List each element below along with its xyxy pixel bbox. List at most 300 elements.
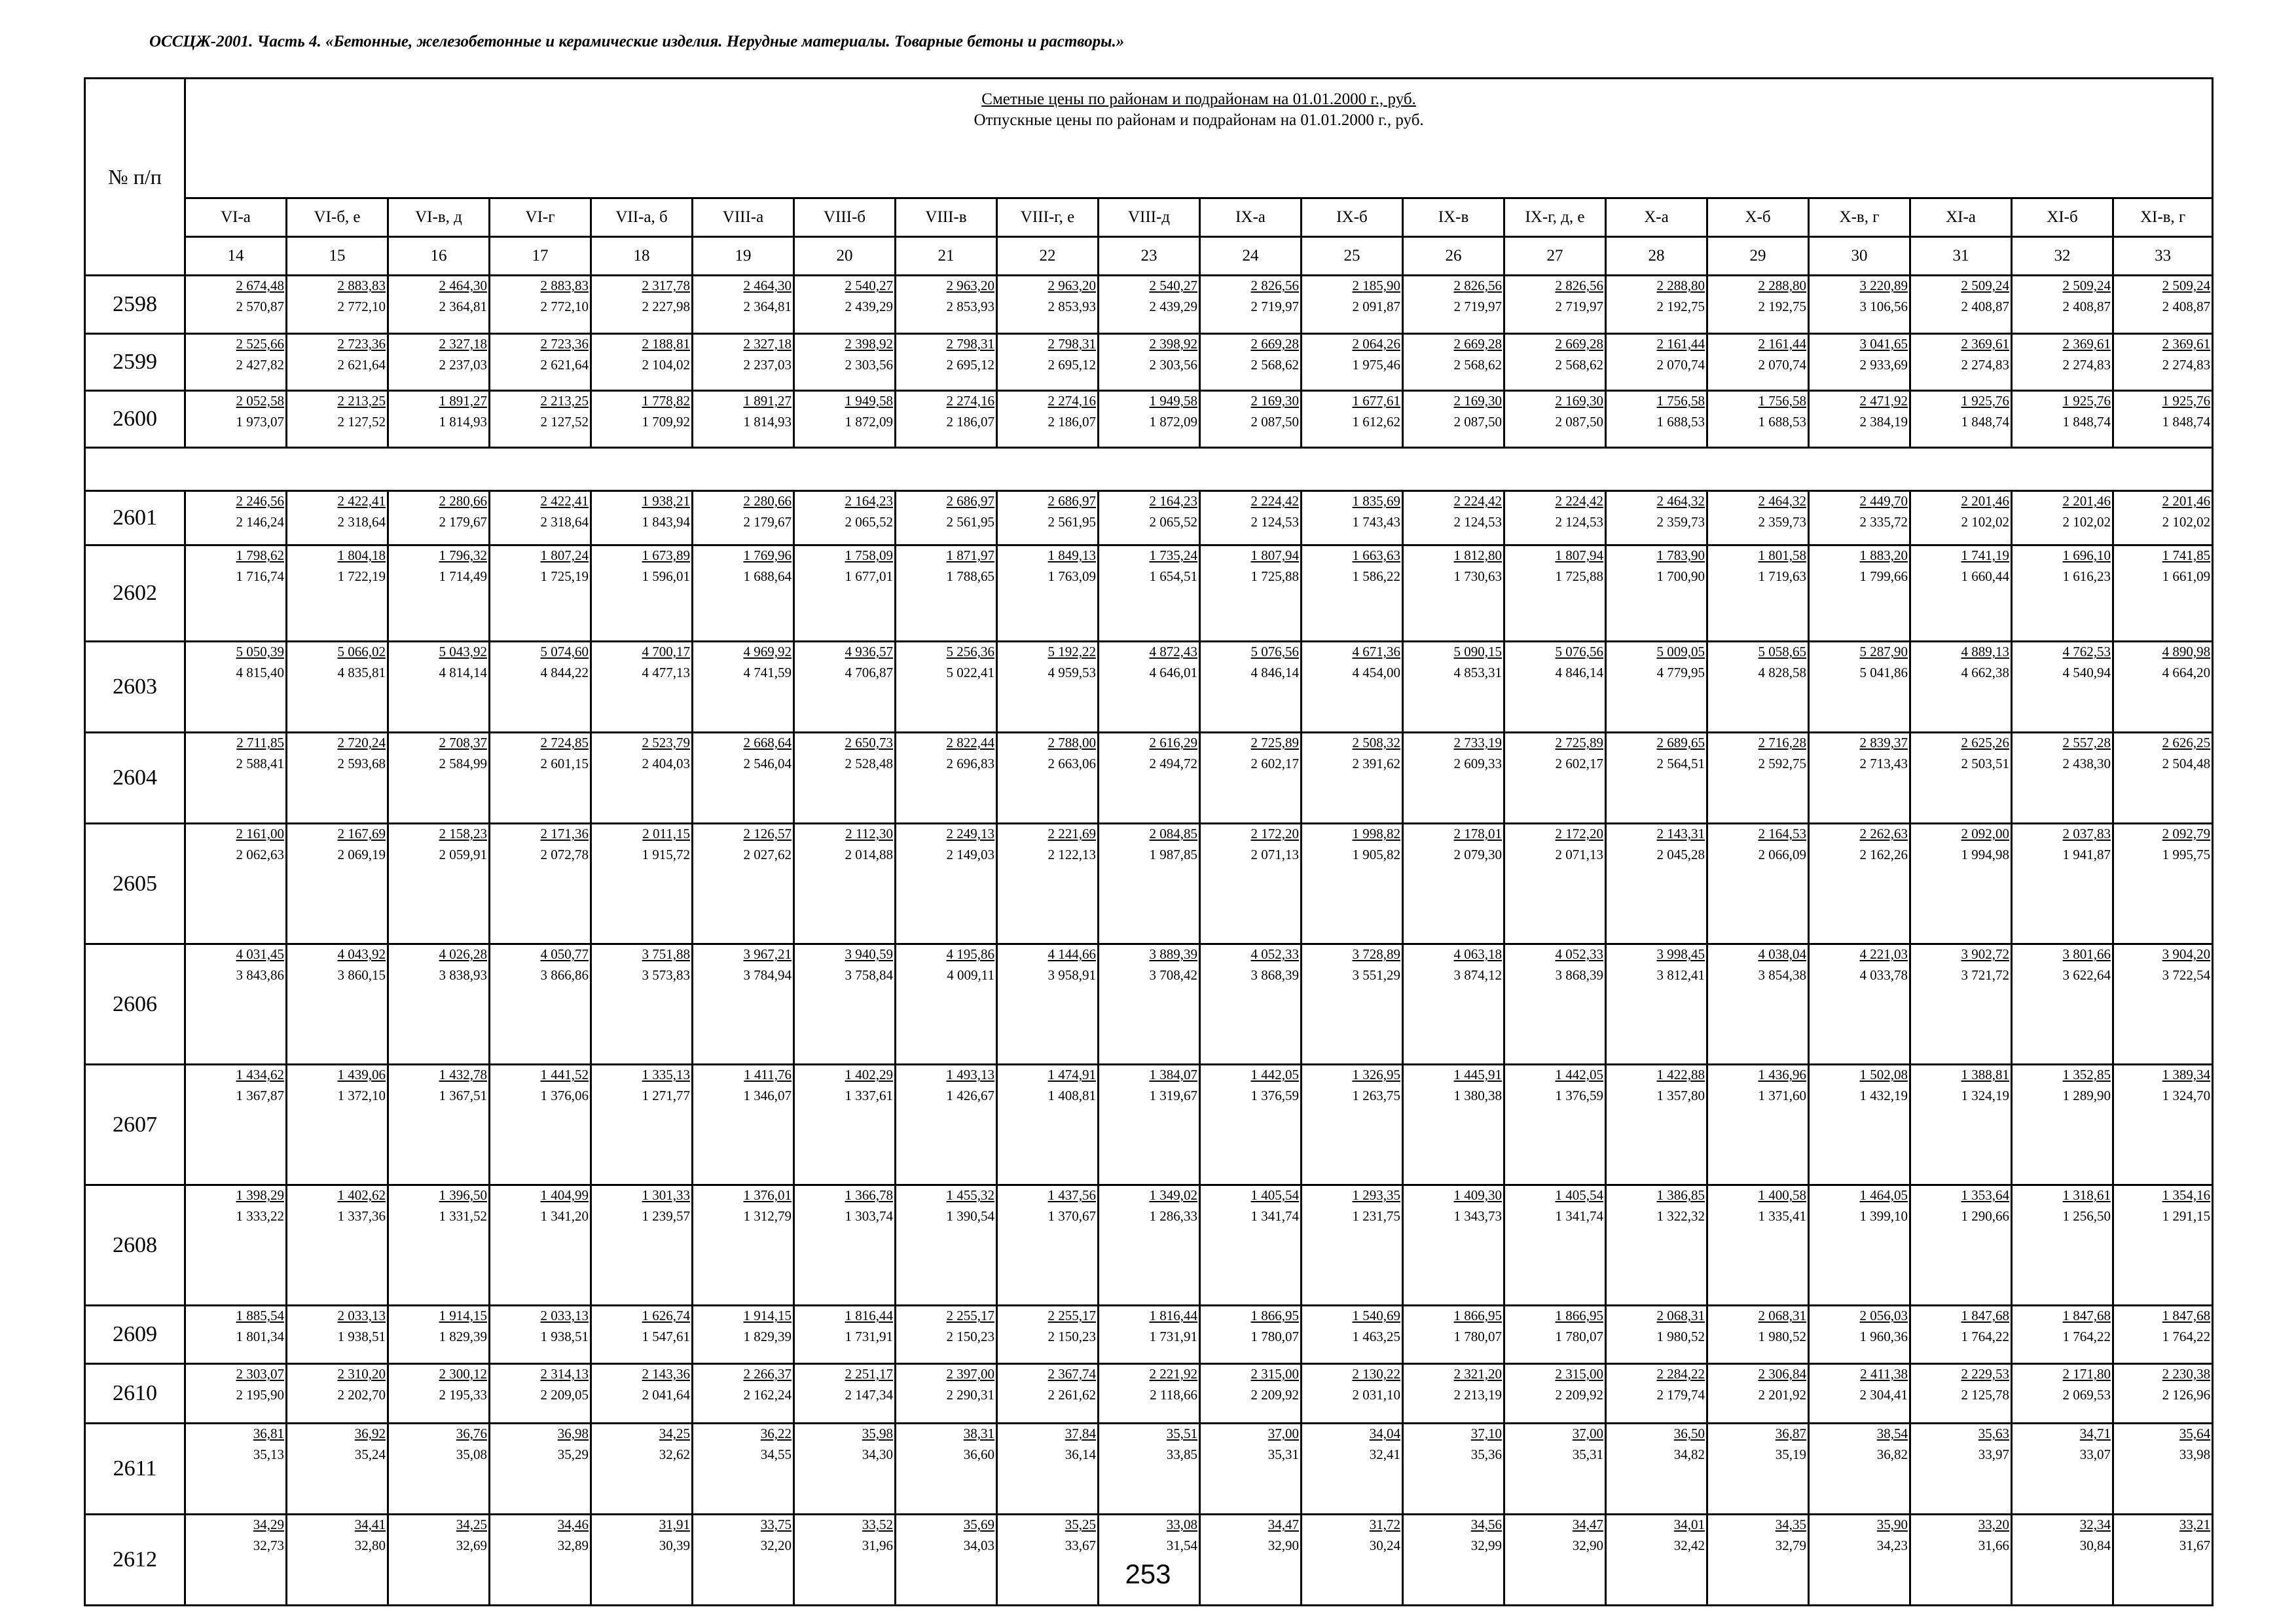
release-price: 1 995,75 — [2162, 847, 2211, 862]
estimated-price: 2 229,53 — [1961, 1366, 2009, 1382]
release-price: 2 079,30 — [1453, 847, 1502, 862]
release-price: 1 357,80 — [1656, 1088, 1705, 1103]
estimated-price: 2 422,41 — [540, 493, 589, 509]
estimated-price: 2 280,66 — [439, 493, 487, 509]
price-cell — [1504, 391, 1606, 448]
price-cell — [1099, 1065, 1200, 1185]
price-cell — [2113, 1424, 2213, 1515]
estimated-price: 5 066,02 — [337, 644, 386, 659]
price-cell — [1707, 491, 1809, 545]
release-price: 1 730,63 — [1453, 568, 1502, 584]
price-cell — [490, 1065, 591, 1185]
price-cell — [185, 1065, 287, 1185]
price-cell — [997, 491, 1099, 545]
estimated-price: 2 315,00 — [1250, 1366, 1299, 1382]
release-price: 35,36 — [1470, 1447, 1502, 1462]
release-price: 1 801,34 — [236, 1329, 284, 1344]
estimated-price: 5 074,60 — [540, 644, 589, 659]
estimated-price: 4 671,36 — [1352, 644, 1400, 659]
estimated-price: 4 026,28 — [439, 946, 487, 962]
estimated-price: 2 327,18 — [743, 336, 792, 352]
price-cell — [2012, 1424, 2113, 1515]
region-header: IX-в — [1403, 198, 1504, 237]
release-price: 3 758,84 — [845, 967, 893, 983]
price-cell — [693, 944, 794, 1065]
table-row — [85, 1185, 2213, 1306]
estimated-price: 2 464,30 — [439, 278, 487, 293]
release-price: 2 186,07 — [1048, 414, 1096, 430]
table-title — [185, 79, 2213, 198]
price-cell — [1707, 1424, 1809, 1515]
estimated-price: 5 009,05 — [1656, 644, 1705, 659]
release-price: 2 663,06 — [1048, 756, 1096, 771]
price-cell — [896, 733, 997, 824]
estimated-price: 1 925,76 — [2062, 393, 2111, 409]
estimated-price: 1 801,58 — [1758, 547, 1806, 563]
price-cell — [2012, 334, 2113, 391]
price-cell — [1606, 1065, 1707, 1185]
table-row — [85, 276, 2213, 334]
region-header: XI-а — [1910, 198, 2012, 237]
price-cell — [1606, 491, 1707, 545]
estimated-price: 3 998,45 — [1656, 946, 1705, 962]
estimated-price: 36,22 — [760, 1426, 792, 1441]
row-number: 2605 — [85, 824, 185, 944]
estimated-price: 2 158,23 — [439, 826, 487, 841]
price-cell — [1403, 642, 1504, 733]
estimated-price: 1 386,85 — [1656, 1187, 1705, 1203]
estimated-price: 4 031,45 — [236, 946, 284, 962]
estimated-price: 2 084,85 — [1149, 826, 1197, 841]
release-price: 2 227,98 — [642, 299, 690, 314]
release-price: 3 722,54 — [2162, 967, 2211, 983]
estimated-price: 2 315,00 — [1555, 1366, 1603, 1382]
price-cell — [1302, 1185, 1403, 1306]
release-price: 2 261,62 — [1048, 1387, 1096, 1403]
release-price: 1 814,93 — [439, 414, 487, 430]
release-price: 2 503,51 — [1961, 756, 2009, 771]
estimated-price: 1 441,52 — [540, 1067, 589, 1082]
price-cell — [1099, 391, 1200, 448]
estimated-price: 2 143,36 — [642, 1366, 690, 1382]
estimated-price: 2 171,80 — [2062, 1366, 2111, 1382]
estimated-price: 31,72 — [1369, 1517, 1400, 1532]
estimated-price: 34,47 — [1267, 1517, 1299, 1532]
estimated-price: 2 625,26 — [1961, 735, 2009, 750]
estimated-price: 1 411,76 — [744, 1067, 792, 1082]
release-price: 2 593,68 — [337, 756, 386, 771]
price-cell — [388, 1306, 490, 1364]
row-number: 2610 — [85, 1364, 185, 1424]
release-price: 2 713,43 — [1859, 756, 1908, 771]
release-price: 2 853,93 — [946, 299, 994, 314]
price-cell — [1504, 334, 1606, 391]
region-header: VI-в, д — [388, 198, 490, 237]
price-cell — [997, 642, 1099, 733]
estimated-price: 33,21 — [2179, 1517, 2211, 1532]
release-price: 4 779,95 — [1656, 665, 1705, 680]
release-price: 2 065,52 — [845, 514, 893, 530]
estimated-price: 1 349,02 — [1149, 1187, 1197, 1203]
release-price: 2 561,95 — [946, 514, 994, 530]
release-price: 2 127,52 — [540, 414, 589, 430]
price-cell — [388, 642, 490, 733]
estimated-price: 2 169,30 — [1555, 393, 1603, 409]
release-price: 2 695,12 — [946, 357, 994, 373]
estimated-price: 2 266,37 — [743, 1366, 792, 1382]
price-cell — [1200, 733, 1302, 824]
price-cell — [896, 824, 997, 944]
price-cell — [997, 1306, 1099, 1364]
table-row — [85, 391, 2213, 448]
release-price: 1 376,59 — [1555, 1088, 1603, 1103]
estimated-price: 2 224,42 — [1453, 493, 1502, 509]
release-price: 2 609,33 — [1453, 756, 1502, 771]
estimated-price: 1 756,58 — [1656, 393, 1705, 409]
price-cell — [1910, 391, 2012, 448]
release-price: 2 149,03 — [946, 847, 994, 862]
release-price: 1 319,67 — [1149, 1088, 1197, 1103]
release-price: 34,30 — [862, 1447, 893, 1462]
price-cell — [1403, 1185, 1504, 1306]
column-number: 20 — [794, 237, 896, 276]
column-number: 31 — [1910, 237, 2012, 276]
estimated-price: 1 925,76 — [1961, 393, 2009, 409]
release-price: 1 743,43 — [1352, 514, 1400, 530]
release-price: 31,96 — [862, 1538, 893, 1553]
estimated-price: 1 925,76 — [2162, 393, 2211, 409]
estimated-price: 2 033,13 — [337, 1308, 386, 1323]
price-cell — [1910, 733, 2012, 824]
release-price: 4 844,22 — [540, 665, 589, 680]
release-price: 2 427,82 — [236, 357, 284, 373]
release-price: 1 291,15 — [2162, 1208, 2211, 1224]
release-price: 35,31 — [1267, 1447, 1299, 1462]
price-cell — [1403, 1364, 1504, 1424]
release-price: 3 622,64 — [2062, 967, 2111, 983]
release-price: 2 391,62 — [1352, 756, 1400, 771]
release-price: 2 124,53 — [1453, 514, 1502, 530]
release-price: 3 784,94 — [743, 967, 792, 983]
release-price: 2 438,30 — [2062, 756, 2111, 771]
estimated-price: 2 509,24 — [1961, 278, 2009, 293]
release-price: 2 364,81 — [743, 299, 792, 314]
estimated-price: 35,64 — [2179, 1426, 2211, 1441]
estimated-price: 1 816,44 — [845, 1308, 893, 1323]
release-price: 2 087,50 — [1453, 414, 1502, 430]
release-price: 1 290,66 — [1961, 1208, 2009, 1224]
price-cell — [997, 276, 1099, 334]
release-price: 2 124,53 — [1250, 514, 1299, 530]
estimated-price: 34,25 — [659, 1426, 690, 1441]
price-cell — [185, 944, 287, 1065]
price-cell — [896, 1364, 997, 1424]
price-cell — [591, 642, 693, 733]
estimated-price: 1 816,44 — [1149, 1308, 1197, 1323]
release-price: 32,73 — [253, 1538, 284, 1553]
price-cell — [1099, 334, 1200, 391]
estimated-price: 32,34 — [2079, 1517, 2111, 1532]
release-price: 3 868,39 — [1555, 967, 1603, 983]
row-number: 2599 — [85, 334, 185, 391]
price-cell — [1200, 1424, 1302, 1515]
price-cell — [1504, 1185, 1606, 1306]
estimated-price: 4 063,18 — [1453, 946, 1502, 962]
release-price: 1 763,09 — [1048, 568, 1096, 584]
price-cell — [1707, 1306, 1809, 1364]
price-cell — [896, 391, 997, 448]
table-row — [85, 824, 2213, 944]
estimated-price: 2 686,97 — [946, 493, 994, 509]
price-cell — [1504, 944, 1606, 1065]
release-price: 1 973,07 — [236, 414, 284, 430]
estimated-price: 2 798,31 — [946, 336, 994, 352]
estimated-price: 35,63 — [1978, 1426, 2009, 1441]
price-cell — [1809, 1185, 1910, 1306]
estimated-price: 2 822,44 — [946, 735, 994, 750]
table-row — [85, 1424, 2213, 1515]
estimated-price: 33,20 — [1978, 1517, 2009, 1532]
release-price: 4 846,14 — [1555, 665, 1603, 680]
column-number: 15 — [287, 237, 388, 276]
price-cell — [997, 1364, 1099, 1424]
release-price: 3 812,41 — [1656, 967, 1705, 983]
release-price: 33,07 — [2079, 1447, 2111, 1462]
num-header: № п/п — [85, 79, 185, 276]
estimated-price: 1 318,61 — [2062, 1187, 2111, 1203]
estimated-price: 1 474,91 — [1048, 1067, 1096, 1082]
estimated-price: 1 891,27 — [743, 393, 792, 409]
price-cell — [1403, 824, 1504, 944]
estimated-price: 2 188,81 — [642, 336, 690, 352]
release-price: 2 146,24 — [236, 514, 284, 530]
release-price: 1 915,72 — [642, 847, 690, 862]
release-price: 4 646,01 — [1149, 665, 1197, 680]
region-header: X-б — [1707, 198, 1809, 237]
estimated-price: 2 164,23 — [1149, 493, 1197, 509]
estimated-price: 1 756,58 — [1758, 393, 1806, 409]
column-number: 30 — [1809, 237, 1910, 276]
price-cell — [2012, 276, 2113, 334]
release-price: 33,85 — [1166, 1447, 1197, 1462]
release-price: 1 312,79 — [743, 1208, 792, 1224]
release-price: 5 041,86 — [1859, 665, 1908, 680]
row-number: 2611 — [85, 1424, 185, 1515]
price-cell — [388, 1364, 490, 1424]
estimated-price: 2 164,53 — [1758, 826, 1806, 841]
estimated-price: 34,35 — [1775, 1517, 1806, 1532]
estimated-price: 1 914,15 — [439, 1308, 487, 1323]
price-cell — [287, 334, 388, 391]
price-cell — [997, 334, 1099, 391]
price-cell — [287, 1424, 388, 1515]
price-cell — [591, 1065, 693, 1185]
column-number: 21 — [896, 237, 997, 276]
estimated-price: 2 716,28 — [1758, 735, 1806, 750]
estimated-price: 1 769,96 — [743, 547, 792, 563]
price-cell — [2012, 1364, 2113, 1424]
estimated-price: 2 826,56 — [1250, 278, 1299, 293]
release-price: 32,20 — [760, 1538, 792, 1553]
price-cell — [997, 944, 1099, 1065]
column-number: 26 — [1403, 237, 1504, 276]
price-cell — [287, 824, 388, 944]
estimated-price: 3 801,66 — [2062, 946, 2111, 962]
price-cell — [1606, 334, 1707, 391]
estimated-price: 5 043,92 — [439, 644, 487, 659]
estimated-price: 34,46 — [557, 1517, 589, 1532]
release-price: 1 408,81 — [1048, 1088, 1096, 1103]
price-cell — [185, 824, 287, 944]
estimated-price: 2 274,16 — [1048, 393, 1096, 409]
release-price: 4 540,94 — [2062, 665, 2111, 680]
estimated-price: 34,56 — [1470, 1517, 1502, 1532]
estimated-price: 2 249,13 — [946, 826, 994, 841]
release-price: 2 303,56 — [1149, 357, 1197, 373]
estimated-price: 2 464,32 — [1758, 493, 1806, 509]
estimated-price: 4 889,13 — [1961, 644, 2009, 659]
release-price: 1 941,87 — [2062, 847, 2111, 862]
release-price: 2 150,23 — [1048, 1329, 1096, 1344]
table-row — [85, 1065, 2213, 1185]
release-price: 1 661,09 — [2162, 568, 2211, 584]
estimated-price: 2 963,20 — [946, 278, 994, 293]
estimated-price: 33,75 — [760, 1517, 792, 1532]
price-cell — [1302, 1424, 1403, 1515]
price-cell — [794, 1364, 896, 1424]
estimated-price: 2 720,24 — [337, 735, 386, 750]
price-cell — [1200, 1364, 1302, 1424]
estimated-price: 2 172,20 — [1555, 826, 1603, 841]
release-price: 2 318,64 — [540, 514, 589, 530]
release-price: 2 568,62 — [1453, 357, 1502, 373]
price-cell — [185, 1424, 287, 1515]
release-price: 2 274,83 — [1961, 357, 2009, 373]
release-price: 1 688,53 — [1656, 414, 1705, 430]
price-cell — [1302, 391, 1403, 448]
estimated-price: 34,29 — [253, 1517, 284, 1532]
release-price: 2 027,62 — [743, 847, 792, 862]
price-cell — [1302, 1364, 1403, 1424]
estimated-price: 4 038,04 — [1758, 946, 1806, 962]
estimated-price: 2 230,38 — [2162, 1366, 2211, 1382]
estimated-price: 2 523,79 — [642, 735, 690, 750]
release-price: 1 303,74 — [845, 1208, 893, 1224]
estimated-price: 1 400,58 — [1758, 1187, 1806, 1203]
price-cell — [997, 1185, 1099, 1306]
estimated-price: 2 525,66 — [236, 336, 284, 352]
estimated-price: 35,69 — [963, 1517, 994, 1532]
release-price: 1 331,52 — [439, 1208, 487, 1224]
estimated-price: 31,91 — [659, 1517, 690, 1532]
estimated-price: 1 353,64 — [1961, 1187, 2009, 1203]
price-cell — [490, 391, 591, 448]
price-cell — [1707, 334, 1809, 391]
release-price: 1 843,94 — [642, 514, 690, 530]
release-price: 2 359,73 — [1656, 514, 1705, 530]
release-price: 2 568,62 — [1555, 357, 1603, 373]
estimated-price: 1 405,54 — [1555, 1187, 1603, 1203]
estimated-price: 1 442,05 — [1555, 1067, 1603, 1082]
price-cell — [490, 334, 591, 391]
price-cell — [388, 545, 490, 642]
release-price: 1 938,51 — [337, 1329, 386, 1344]
price-cell — [287, 276, 388, 334]
price-cell — [794, 642, 896, 733]
price-cell — [2012, 491, 2113, 545]
price-cell — [1504, 491, 1606, 545]
release-price: 2 045,28 — [1656, 847, 1705, 862]
release-price: 31,67 — [2179, 1538, 2211, 1553]
release-price: 35,31 — [1572, 1447, 1603, 1462]
table-header-row — [85, 79, 2213, 198]
estimated-price: 3 728,89 — [1352, 946, 1400, 962]
estimated-price: 1 891,27 — [439, 393, 487, 409]
release-price: 1 975,46 — [1352, 357, 1400, 373]
release-price: 2 066,09 — [1758, 847, 1806, 862]
row-number: 2601 — [85, 491, 185, 545]
estimated-price: 1 409,30 — [1453, 1187, 1502, 1203]
release-price: 32,89 — [557, 1538, 589, 1553]
estimated-price: 1 384,07 — [1149, 1067, 1197, 1082]
release-price: 4 846,14 — [1250, 665, 1299, 680]
estimated-price: 2 711,85 — [236, 735, 284, 750]
release-price: 35,29 — [557, 1447, 589, 1462]
estimated-price: 34,01 — [1673, 1517, 1705, 1532]
price-cell — [794, 391, 896, 448]
price-cell — [896, 276, 997, 334]
price-cell — [591, 733, 693, 824]
release-price: 2 031,10 — [1352, 1387, 1400, 1403]
estimated-price: 2 369,61 — [1961, 336, 2009, 352]
release-price: 4 828,58 — [1758, 665, 1806, 680]
estimated-price: 2 126,57 — [743, 826, 792, 841]
estimated-price: 34,25 — [456, 1517, 487, 1532]
release-price: 1 390,54 — [946, 1208, 994, 1224]
release-price: 2 588,41 — [236, 756, 284, 771]
estimated-price: 1 866,95 — [1250, 1308, 1299, 1323]
release-price: 1 367,87 — [236, 1088, 284, 1103]
release-price: 2 202,70 — [337, 1387, 386, 1403]
estimated-price: 2 300,12 — [439, 1366, 487, 1382]
release-price: 2 124,53 — [1555, 514, 1603, 530]
release-price: 1 337,36 — [337, 1208, 386, 1224]
estimated-price: 2 669,28 — [1453, 336, 1502, 352]
release-price: 2 201,92 — [1758, 1387, 1806, 1403]
estimated-price: 1 439,06 — [337, 1067, 386, 1082]
estimated-price: 35,90 — [1876, 1517, 1908, 1532]
price-cell — [388, 276, 490, 334]
price-cell — [1606, 944, 1707, 1065]
release-price: 1 256,50 — [2062, 1208, 2111, 1224]
estimated-price: 2 143,31 — [1656, 826, 1705, 841]
price-cell — [794, 1065, 896, 1185]
price-cell — [185, 276, 287, 334]
release-price: 2 072,78 — [540, 847, 589, 862]
release-price: 1 714,49 — [439, 568, 487, 584]
estimated-price: 2 255,17 — [1048, 1308, 1096, 1323]
price-cell — [1910, 944, 2012, 1065]
release-price: 1 376,06 — [540, 1088, 589, 1103]
estimated-price: 2 321,20 — [1453, 1366, 1502, 1382]
price-cell — [1099, 545, 1200, 642]
price-cell — [794, 1424, 896, 1515]
column-number: 29 — [1707, 237, 1809, 276]
estimated-price: 2 172,20 — [1250, 826, 1299, 841]
release-price: 1 688,64 — [743, 568, 792, 584]
estimated-price: 2 540,27 — [1149, 278, 1197, 293]
price-cell — [1707, 733, 1809, 824]
